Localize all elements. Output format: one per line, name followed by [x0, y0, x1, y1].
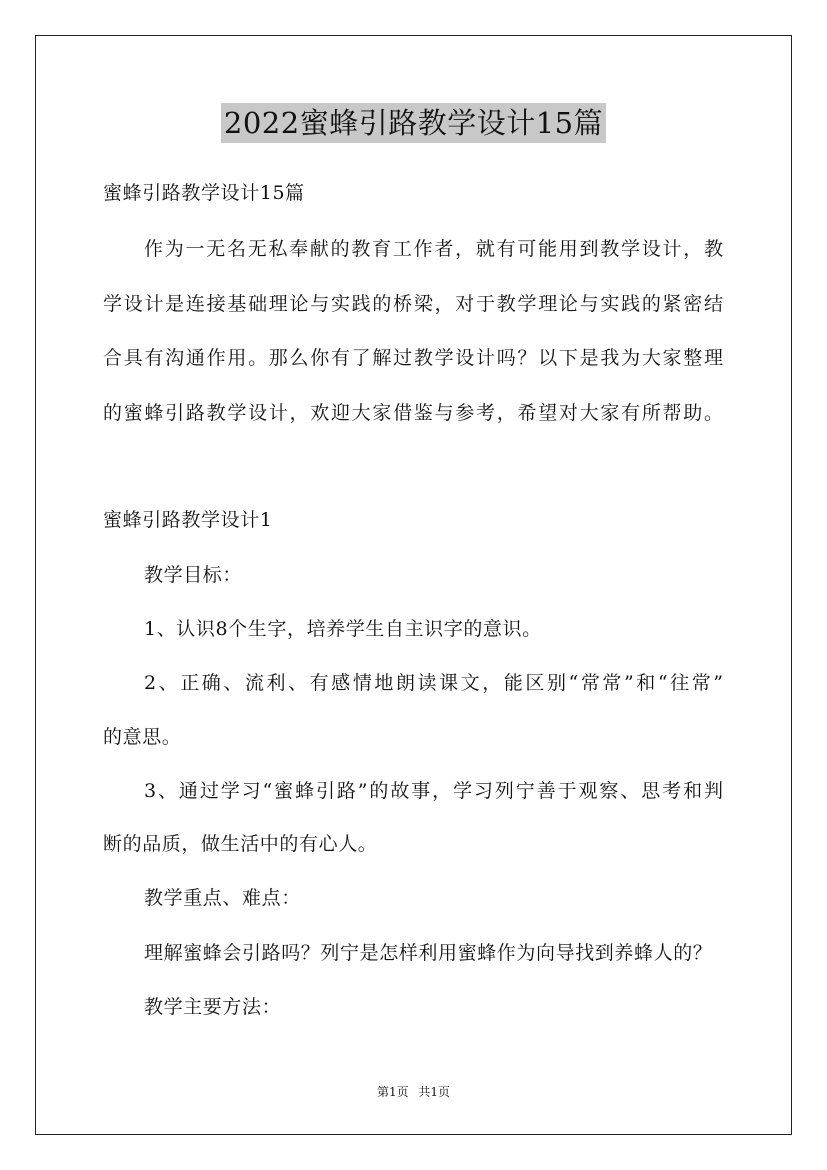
key-points-heading: 教学重点、难点： [144, 887, 301, 909]
page-total: 共1页 [418, 1085, 451, 1099]
intro-line-4: 的蜜蜂引路教学设计，欢迎大家借鉴与参考，希望对大家有所帮助。 [103, 402, 723, 424]
document-title: 2022蜜蜂引路教学设计15篇 [221, 103, 606, 143]
objective-2-line-2: 的意思。 [103, 726, 182, 748]
objective-3-line-1: 3、通过学习“蜜蜂引路”的故事，学习列宁善于观察、思考和判 [144, 780, 723, 802]
intro-line-1: 作为一无名无私奉献的教育工作者，就有可能用到教学设计，教 [144, 238, 723, 260]
intro-line-2: 学设计是连接基础理论与实践的桥梁，对于教学理论与实践的紧密结 [103, 293, 723, 315]
title-container [0, 103, 827, 143]
page-footer [0, 1083, 827, 1100]
page-number: 第1页 [376, 1085, 409, 1099]
objective-3-line-2: 断的品质，做生活中的有心人。 [103, 833, 378, 855]
subtitle: 蜜蜂引路教学设计15篇 [103, 182, 305, 204]
intro-line-3: 合具有沟通作用。那么你有了解过教学设计吗？以下是我为大家整理 [103, 347, 723, 369]
objective-2-line-1: 2、正确、流利、有感情地朗读课文，能区别“常常”和“往常” [144, 672, 723, 694]
methods-heading: 教学主要方法： [144, 996, 282, 1018]
key-points-text: 理解蜜蜂会引路吗？列宁是怎样利用蜜蜂作为向导找到养蜂人的？ [144, 942, 713, 964]
section-heading: 蜜蜂引路教学设计1 [103, 509, 273, 531]
objective-1: 1、认识8个生字，培养学生自主识字的意识。 [144, 618, 542, 640]
objectives-heading: 教学目标： [144, 564, 243, 586]
